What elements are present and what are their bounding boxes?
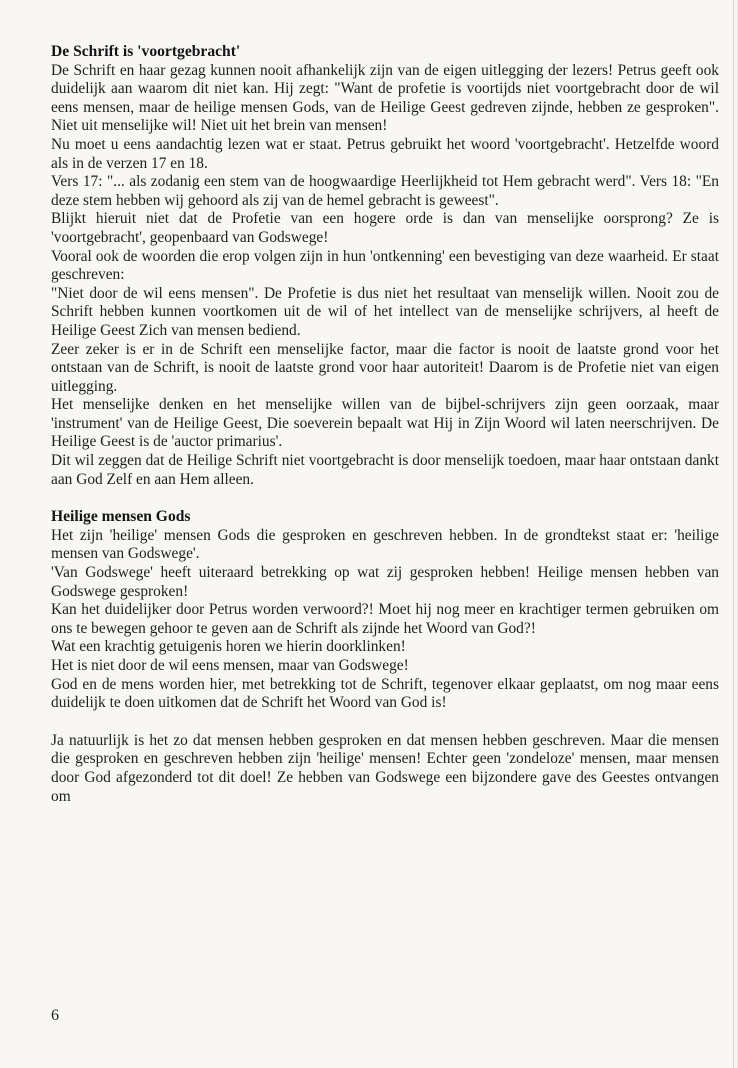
paragraph-spacer [51, 713, 719, 732]
paragraph: Zeer zeker is er in de Schrift een menselijke factor, maar die factor is nooit de laatste grond voor het ontstaan van de Schrift, is nooit de laatste grond voor haar autoriteit! Daarom is de Profetie niet van eigen uitlegging. [51, 340, 719, 395]
paragraph: Kan het duidelijker door Petrus worden verwoord?! Moet hij nog meer en krachtiger termen gebruiken om ons te bewegen gehoor te geven aan de Schrift als zijnde het Woord van God?! [51, 601, 719, 637]
closing-paragraph: Ja natuurlijk is het zo dat mensen hebben gesproken en dat mensen hebben geschreven. Maar die mensen die gesproken en geschreven hebben zijn 'heilige' mensen! Echter geen 'zondeloze' mensen, maar mensen door God afgezonderd tot dit doel! Ze hebben van Godswege een bijzondere gave des Geestes ontvangen om [51, 731, 719, 805]
page-number: 6 [51, 1007, 59, 1024]
paragraph: Vers 17: "... als zodanig een stem van de hoogwaardige Heerlijkheid tot Hem gebracht werd". Vers 18: "En deze stem hebben wij gehoord als zij van de hemel gebracht is geweest". [51, 173, 719, 209]
paragraph: God en de mens worden hier, met betrekking tot de Schrift, tegenover elkaar geplaatst, om nog maar eens duidelijk te doen uitkomen dat de Schrift het Woord van God is! [51, 675, 719, 712]
paragraph: Dit wil zeggen dat de Heilige Schrift niet voortgebracht is door menselijk toedoen, maar haar ontstaan dankt aan God Zelf en aan Hem alleen. [51, 452, 719, 488]
paragraph: Nu moet u eens aandachtig lezen wat er staat. Petrus gebruikt het woord 'voortgebracht'. Hetzelfde woord als in de verzen 17 en 18. [51, 135, 719, 172]
section-spacer [51, 489, 719, 508]
paragraph: Het menselijke denken en het menselijke willen van de bijbel-schrijvers zijn geen oorzaak, maar 'instrument' van de Heilige Geest, Die soeverein bepaalt wat Hij in Zijn Woord wil laten neerschrijven. De Heilige Geest is de 'auctor primarius'. [51, 396, 719, 451]
page-edge [733, 0, 734, 1068]
paragraph: Wat een krachtig getuigenis horen we hierin doorklinken! [51, 638, 406, 656]
paragraph: Blijkt hieruit niet dat de Profetie van een hogere orde is dan van menselijke oorsprong? Ze is 'voortgebracht', geopenbaard van Godswege! [51, 210, 719, 246]
paragraph: De Schrift en haar gezag kunnen nooit afhankelijk zijn van de eigen uitlegging der lezers! Petrus geeft ook duidelijk aan waarom dit niet kan. Hij zegt: "Want de profetie is voortijds niet voortgebracht door de wil eens mensen, maar de heilige mensen Gods, van de Heilige Geest gedreven zijnde, hebben ze gesproken". Niet uit menselijke wil! Niet uit het brein van mensen! [51, 61, 719, 135]
section-heading-heilige-mensen: Heilige mensen Gods [51, 508, 191, 526]
section-heading-voortgebracht: De Schrift is 'voortgebracht' [51, 43, 241, 60]
paragraph: Het is niet door de wil eens mensen, maar van Godswege! [51, 657, 409, 674]
paragraph: Het zijn 'heilige' mensen Gods die gesproken en geschreven hebben. In de grondtekst staat er: 'heilige mensen van Godswege'. [51, 526, 719, 563]
paragraph: "Niet door de wil eens mensen". De Profetie is dus niet het resultaat van menselijk willen. Nooit zou de Schrift hebben kunnen voortkomen uit de wil of het intellect van de menselijke schrijvers, al heeft de Heilige Geest Zich van mensen bediend. [51, 284, 719, 339]
paragraph: 'Van Godswege' heeft uiteraard betrekking op wat zij gesproken hebben! Heilige mensen hebben van Godswege gesproken! [51, 564, 719, 600]
paragraph: Vooral ook de woorden die erop volgen zijn in hun 'ontkenning' een bevestiging van deze waarheid. Er staat geschreven: [51, 247, 719, 284]
page-content [51, 43, 719, 806]
